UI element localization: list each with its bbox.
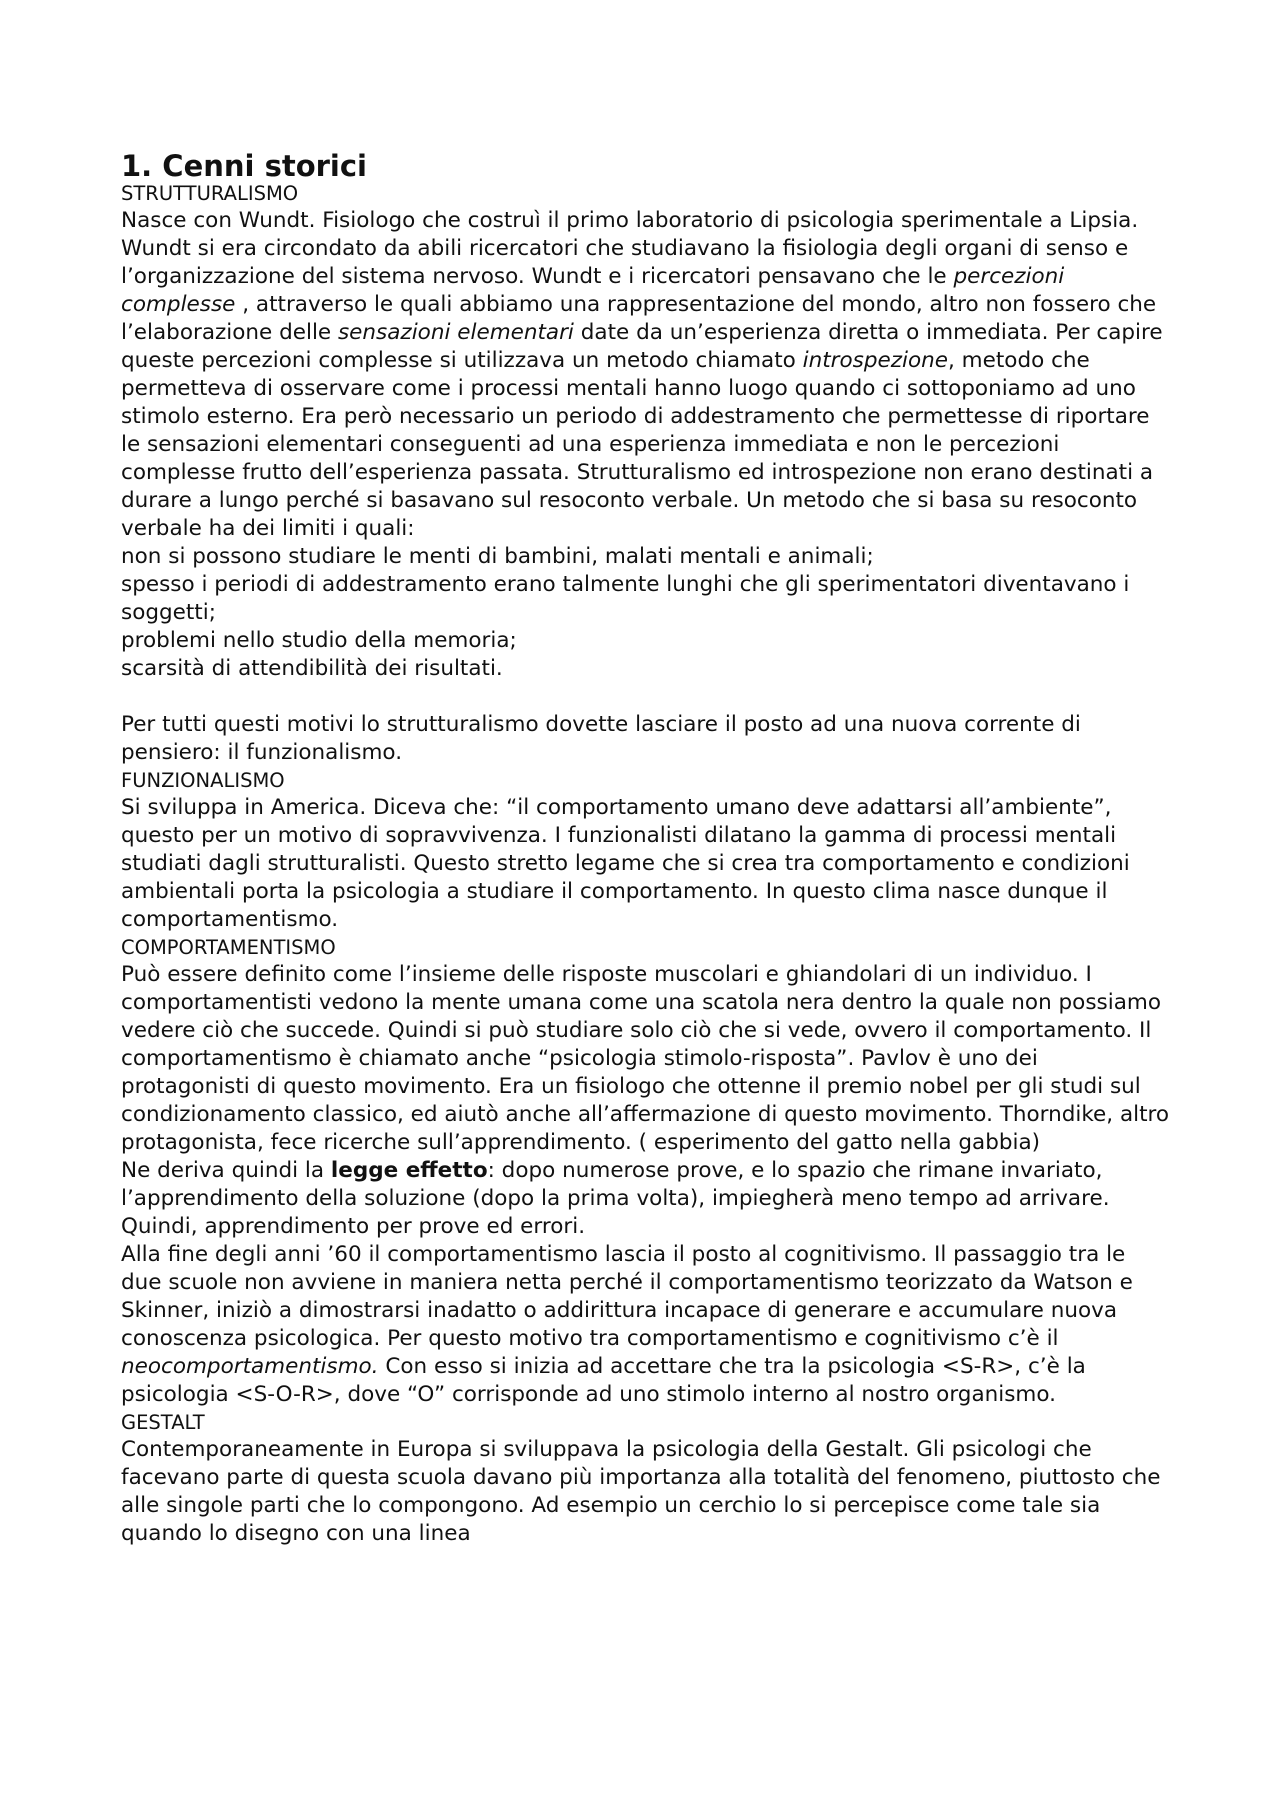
paragraph-strutturalismo-intro: Nasce con Wundt. Fisiologo che costruì il primo laboratorio di psicologia sperimentale a Lipsia. Wundt si era circondato da abili ricercatori che studiavano la fisiologia degli organi di senso e l’organizzazione del sistema nervoso. Wundt e i ricercatori pensavano che le percezioni complesse , attraverso le quali abbiamo una rappresentazione del mondo, altro non fossero che l’elaborazione delle sensazioni elementari date da un’esperienza diretta o immediata. Per capire queste percezioni complesse si utilizzava un metodo chiamato introspezione, metodo che permetteva di osservare come i processi mentali hanno luogo quando ci sottoponiamo ad uno stimolo esterno. Era però necessario un periodo di addestramento che permettesse di riportare le sensazioni elementari conseguenti ad una esperienza immediata e non le percezioni complesse frutto dell’esperienza passata. Strutturalismo ed introspezione non erano destinati a durare a lungo perché si basavano sul resoconto verbale. Un metodo che si basa su resoconto verbale ha dei limiti i quali: <box>121 208 1163 541</box>
term-percezioni-complesse: percezioni complesse <box>121 264 1065 317</box>
paragraph-comportamentismo-1: Può essere definito come l’insieme delle risposte muscolari e ghiandolari di un individuo. I comportamentisti vedono la mente umana come una scatola nera dentro la quale non possiamo vedere ciò che succede. Quindi si può studiare solo ciò che si vede, ovvero il comportamento. Il comportamentismo è chiamato anche “psicologia stimolo-risposta”. Pavlov è uno dei protagonisti di questo movimento. Era un fisiologo che ottenne il premio nobel per gli studi sul condizionamento classico, ed aiutò anche all’affermazione di questo movimento. Thorndike, altro protagonista, fece ricerche sull’apprendimento. ( esperimento del gatto nella gabbia) <box>121 962 1170 1155</box>
paragraph-strutturalismo-conclusion: Per tutti questi motivi lo strutturalismo dovette lasciare il posto ad una nuova corrente di pensiero: il funzionalismo. <box>121 712 1081 765</box>
term-introspezione: introspezione <box>802 348 949 373</box>
section-heading-strutturalismo: STRUTTURALISMO <box>121 182 299 205</box>
term-legge-effetto: legge effetto <box>330 1158 488 1183</box>
paragraph-funzionalismo: Si sviluppa in America. Diceva che: “il comportamento umano deve adattarsi all’ambiente”, questo per un motivo di sopravvivenza. I funzionalisti dilatano la gamma di processi mentali studiati dagli strutturalisti. Questo stretto legame che si crea tra comportamento e condizioni ambientali porta la psicologia a studiare il comportamento. In questo clima nasce dunque il comportamentismo. <box>121 795 1130 932</box>
list-item: problemi nello studio della memoria; <box>121 628 517 653</box>
term-sensazioni-elementari: sensazioni elementari <box>337 320 574 345</box>
paragraph-gestalt: Contemporaneamente in Europa si sviluppava la psicologia della Gestalt. Gli psicologi che facevano parte di questa scuola davano più importanza alla totalità del fenomeno, piuttosto che alle singole parti che lo compongono. Ad esempio un cerchio lo si percepisce come tale sia quando lo disegno con una linea <box>121 1437 1161 1546</box>
blank-line <box>121 683 1171 711</box>
section-heading-comportamentismo: COMPORTAMENTISMO <box>121 936 336 959</box>
document-page <box>121 148 1171 1548</box>
paragraph-comportamentismo-2: Ne deriva quindi la legge effetto: dopo numerose prove, e lo spazio che rimane invariato, l’apprendimento della soluzione (dopo la prima volta), impiegherà meno tempo ad arrivare. <box>121 1158 1110 1211</box>
paragraph-comportamentismo-4: Alla fine degli anni ’60 il comportamentismo lascia il posto al cognitivismo. Il passaggio tra le due scuole non avviene in maniera netta perché il comportamentismo teorizzato da Watson e Skinner, iniziò a dimostrarsi inadatto o addirittura incapace di generare e accumulare nuova conoscenza psicologica. Per questo motivo tra comportamentismo e cognitivismo c’è il neocomportamentismo. Con esso si inizia ad accettare che tra la psicologia <S-R>, c’è la psicologia <S-O-R>, dove “O” corrisponde ad uno stimolo interno al nostro organismo. <box>121 1242 1133 1407</box>
list-item: non si possono studiare le menti di bambini, malati mentali e animali; <box>121 544 874 569</box>
section-heading-gestalt: GESTALT <box>121 1411 205 1434</box>
page-title: 1. Cenni storici <box>121 149 367 183</box>
list-item: spesso i periodi di addestramento erano talmente lunghi che gli sperimentatori diventavano i soggetti; <box>121 572 1130 625</box>
term-neocomportamentismo: neocomportamentismo. <box>121 1354 379 1379</box>
list-item: scarsità di attendibilità dei risultati. <box>121 656 503 681</box>
section-heading-funzionalismo: FUNZIONALISMO <box>121 769 285 792</box>
paragraph-comportamentismo-3: Quindi, apprendimento per prove ed errori. <box>121 1214 586 1239</box>
